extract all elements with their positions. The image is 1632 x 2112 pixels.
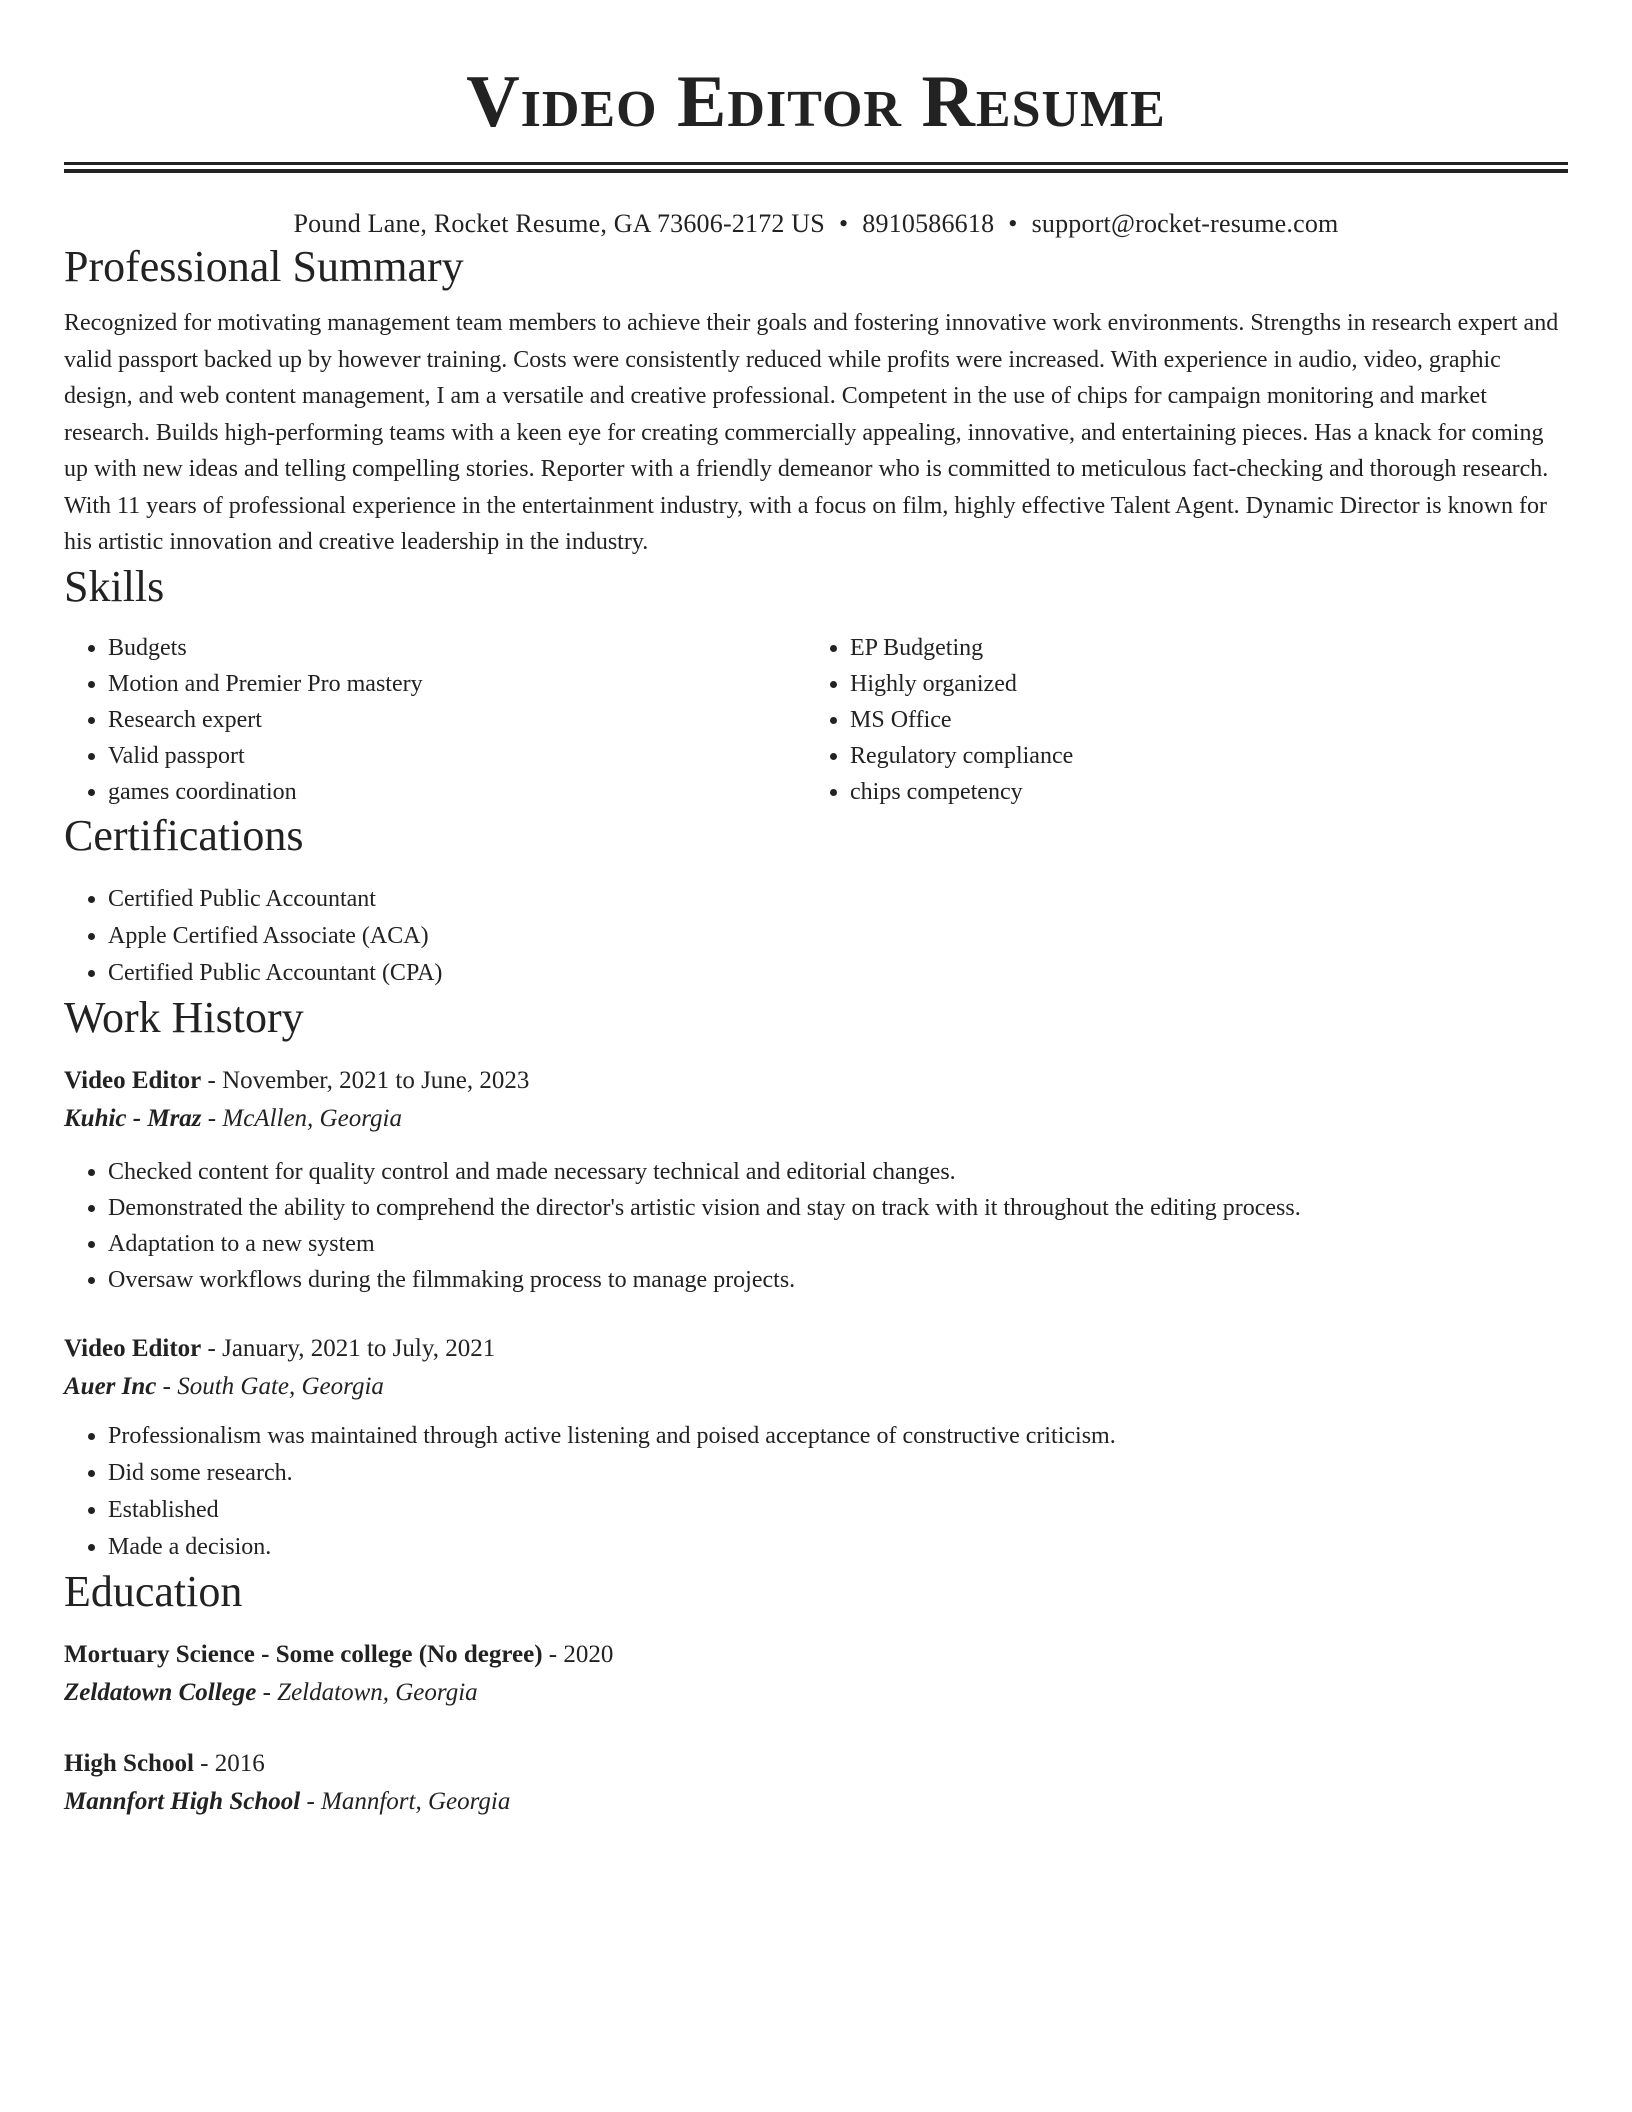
job-title: Video Editor — [64, 1334, 202, 1362]
job-bullet: • Established — [108, 1492, 1568, 1529]
skill-item: • Budgets — [108, 630, 806, 666]
education-year: - 2020 — [542, 1640, 614, 1668]
skill-item: • games coordination — [108, 774, 806, 810]
skill-item: • MS Office — [850, 702, 1548, 738]
contact-line — [64, 207, 1568, 241]
skills-left-list — [64, 630, 806, 810]
job-title: Video Editor — [64, 1066, 202, 1094]
job-bullet: • Adaptation to a new system — [108, 1226, 1568, 1262]
job-dates: - January, 2021 to July, 2021 — [201, 1334, 496, 1362]
job-bullet: • Made a decision. — [108, 1529, 1568, 1566]
job-bullets — [64, 1418, 1568, 1566]
job-dates: - November, 2021 to June, 2023 — [201, 1066, 530, 1094]
job-bullet: • Checked content for quality control and made necessary technical and editorial changes. — [108, 1154, 1568, 1190]
title-divider — [64, 162, 1568, 173]
job-bullet: • Did some research. — [108, 1455, 1568, 1492]
job-bullet: • Demonstrated the ability to comprehend the director's artistic vision and stay on track with it throughout the editing process. — [108, 1190, 1568, 1226]
work-history-heading: Work History — [64, 992, 304, 1042]
summary-heading: Professional Summary — [64, 242, 464, 291]
certifications-heading: Certifications — [64, 810, 304, 860]
education-entry — [64, 1745, 1568, 1821]
job-entry — [64, 1330, 1568, 1566]
contact-phone[interactable]: 8910586618 — [862, 209, 995, 238]
education-degree-line — [64, 1745, 1568, 1783]
certification-item: • Apple Certified Associate (ACA) — [108, 918, 1568, 955]
resume-title: Video Editor Resume — [466, 61, 1166, 143]
education-degree: Mortuary Science - Some college (No degree) — [64, 1640, 543, 1668]
skill-item: • Highly organized — [850, 666, 1548, 702]
skills-columns — [64, 630, 1568, 810]
education-heading: Education — [64, 1566, 243, 1616]
contact-separator: • — [1008, 209, 1018, 238]
contact-separator: • — [838, 209, 849, 238]
education-school-line — [64, 1674, 1568, 1712]
education-degree: High School — [64, 1749, 194, 1777]
education-degree-line — [64, 1636, 1568, 1674]
job-entry — [64, 1062, 1568, 1298]
contact-address: Pound Lane, Rocket Resume, GA 73606-2172 US — [293, 209, 825, 238]
skills-right-list — [806, 630, 1548, 810]
job-title-line — [64, 1330, 1568, 1368]
skill-item: • Motion and Premier Pro mastery — [108, 666, 806, 702]
job-location: - South Gate, Georgia — [156, 1372, 384, 1400]
skill-item: • Research expert — [108, 702, 806, 738]
skill-item: • EP Budgeting — [850, 630, 1548, 666]
job-bullet: • Oversaw workflows during the filmmaking process to manage projects. — [108, 1262, 1568, 1298]
education-school: Zeldatown College — [64, 1678, 257, 1706]
job-location: - McAllen, Georgia — [201, 1104, 402, 1132]
job-company-line — [64, 1100, 1568, 1138]
skill-item: • chips competency — [850, 774, 1548, 810]
education-school-line — [64, 1783, 1568, 1821]
summary-text: Recognized for motivating management team members to achieve their goals and fostering innovative work environments. Strengths in research expert and valid passport backed up by however training. Costs were consistently reduced while profits were increased. With experience in audio, video, graphic design, and web content management, I am a versatile and creative professional. Competent in the use of chips for campaign monitoring and market research. Builds high-performing teams with a keen eye for creating commercially appealing, innovative, and entertaining pieces. Has a knack for coming up with new ideas and telling compelling stories. Reporter with a friendly demeanor who is committed to meticulous fact-checking and thorough research. With 11 years of professional experience in the entertainment industry, with a focus on film, highly effective Talent Agent. Dynamic Director is known for his artistic innovation and creative leadership in the industry. — [64, 310, 1559, 555]
job-company-line — [64, 1368, 1568, 1406]
skills-heading: Skills — [64, 561, 165, 611]
job-bullet: • Professionalism was maintained through active listening and poised acceptance of constructive criticism. — [108, 1418, 1568, 1455]
certification-item: • Certified Public Accountant — [108, 881, 1568, 918]
job-company: Kuhic - Mraz — [64, 1104, 202, 1132]
job-company: Auer Inc — [64, 1372, 157, 1400]
skill-item: • Regulatory compliance — [850, 738, 1548, 774]
job-title-line — [64, 1062, 1568, 1100]
certification-item: • Certified Public Accountant (CPA) — [108, 955, 1568, 992]
job-bullets — [64, 1154, 1568, 1298]
education-entry — [64, 1636, 1568, 1712]
education-year: - 2016 — [193, 1749, 265, 1777]
education-location: - Zeldatown, Georgia — [256, 1678, 478, 1706]
education-school: Mannfort High School — [64, 1787, 301, 1815]
skill-item: • Valid passport — [108, 738, 806, 774]
contact-email[interactable]: support@rocket-resume.com — [1031, 209, 1339, 238]
education-location: - Mannfort, Georgia — [300, 1787, 511, 1815]
certifications-list — [64, 881, 1568, 992]
